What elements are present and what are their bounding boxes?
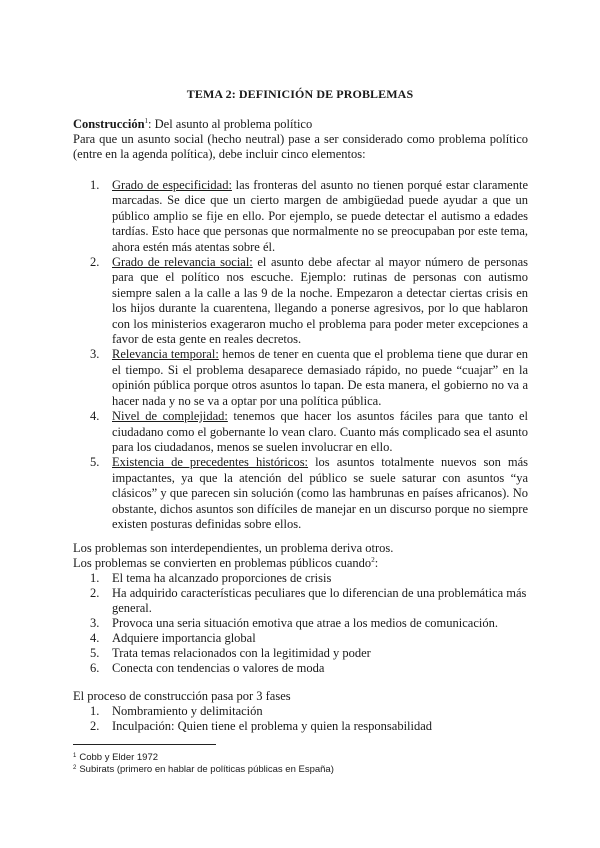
- list-item-text: Adquiere importancia global: [112, 631, 256, 645]
- list-item: [73, 631, 528, 646]
- list-item-text: Conecta con tendencias o valores de moda: [112, 661, 325, 675]
- element-text: el asunto debe afectar al mayor número de personas para que el político nos escuche. Ejemplo: rutinas de personas con autismo siempre salen a la calle a las 9 de la noche. Empezaron a detectar ciertas crisis en los hijos durante la cuarentena, llegando a ponerse agresivos, por lo que hablaron con los ministerios exageraron mucho el problema para poder meter excepciones a favor de esta gente en reales decretos.: [112, 255, 528, 347]
- five-elements-list: [90, 178, 528, 532]
- construction-process-lead: El proceso de construcción pasa por 3 fases: [73, 689, 291, 703]
- list-number: 2.: [90, 255, 100, 270]
- footnote-text: Subirats (primero en hablar de políticas públicas en España): [79, 764, 334, 775]
- list-number: 4.: [90, 409, 100, 424]
- public-problems-list: [73, 571, 528, 676]
- list-item-text: Provoca una seria situación emotiva que atrae a los medios de comunicación.: [112, 616, 498, 630]
- footnote-number: 1: [73, 753, 77, 759]
- list-number: 3.: [90, 347, 100, 362]
- footnotes: [73, 752, 528, 776]
- element-text: hemos de tener en cuenta que el problema tiene que durar en el tiempo. Si el problema desaparece demasiado rápido, no puede “cuajar” en la opinión pública porque otros asuntos lo tapan. De esta manera, el gobierno no va a hacer nada y no se va a optar por una política pública.: [112, 347, 528, 408]
- element-text: tenemos que hacer los asuntos fáciles para que tanto el ciudadano como el gobernante lo vean claro. Cuanto más complicado sea el asunto para los ciudadanos, menos se suelen involucrar en ello.: [112, 409, 529, 454]
- list-number: 5.: [90, 455, 100, 470]
- list-item: [73, 704, 528, 719]
- construccion-subtitle: : Del asunto al problema político: [148, 117, 313, 131]
- list-item-text: Ha adquirido características peculiares que lo diferencian de una problemática más general.: [112, 586, 527, 615]
- list-number: 4.: [90, 631, 100, 645]
- element-term: Grado de relevancia social:: [112, 255, 253, 270]
- public-problems-section: [73, 541, 528, 676]
- construccion-label: Construcción: [73, 117, 145, 131]
- element-text: los asuntos totalmente nuevos son más impactantes, ya que la atención del público se suele saturar con asuntos “ya clásicos” y que parecen sin solución (como las hambrunas en países africanos). No obstante, dichos asuntos son difíciles de manejar en un discurso porque no siempre existen posturas definidas sobre ellos.: [112, 455, 529, 531]
- list-item: [90, 255, 528, 347]
- list-item: [73, 661, 528, 676]
- list-item: [73, 646, 528, 661]
- list-item: [90, 409, 528, 455]
- list-item: [90, 178, 528, 255]
- footnote: [73, 752, 528, 764]
- page-title: TEMA 2: DEFINICIÓN DE PROBLEMAS: [186, 87, 414, 101]
- element-term: Nivel de complejidad:: [112, 409, 228, 424]
- list-item-text: El tema ha alcanzado proporciones de crisis: [112, 571, 332, 585]
- construction-process-section: [73, 689, 528, 734]
- list-item: [90, 347, 528, 409]
- construction-phases-list: [73, 704, 528, 734]
- element-text: las fronteras del asunto no tienen porqué estar claramente marcadas. Se dice que un cierto margen de ambigüedad puede ayudar a que un público amplio se fije en ello. Por ejemplo, se puede detectar el autismo a edades tardías. Esto hace que personas que normalmente no se preocupaban por este tema, ahora estén más atentas sobre él.: [112, 178, 528, 254]
- list-number: 3.: [90, 616, 100, 630]
- public-problems-lead-text: Los problemas se convierten en problemas públicos cuando: [73, 556, 372, 570]
- list-number: 2.: [90, 586, 100, 600]
- list-number: 5.: [90, 646, 100, 660]
- list-item: [73, 616, 528, 631]
- list-number: 1.: [90, 571, 100, 585]
- footnote: [73, 764, 528, 776]
- list-item: [73, 719, 528, 734]
- list-item-text: Nombramiento y delimitación: [112, 704, 263, 718]
- list-number: 1.: [90, 704, 100, 718]
- construccion-section: [73, 117, 528, 162]
- footnote-text: Cobb y Elder 1972: [79, 752, 159, 763]
- list-item: [90, 455, 528, 532]
- public-problems-lead: [73, 556, 528, 571]
- footnote-ref-2: 2: [371, 556, 375, 564]
- public-problems-lead-end: :: [374, 556, 379, 570]
- list-item: [73, 586, 528, 616]
- list-number: 1.: [90, 178, 100, 192]
- construccion-heading: [73, 117, 528, 132]
- element-term: Existencia de precedentes históricos:: [112, 455, 309, 470]
- element-term: Relevancia temporal:: [112, 347, 219, 362]
- construccion-intro: Para que un asunto social (hecho neutral) pase a ser considerado como problema político (entre en la agenda política), debe incluir cinco elementos:: [73, 132, 528, 161]
- footnote-divider: [73, 744, 216, 745]
- list-number: 6.: [90, 661, 100, 675]
- footnote-number: 2: [73, 765, 77, 771]
- element-term: Grado de especificidad:: [112, 178, 232, 192]
- list-item: [73, 571, 528, 586]
- list-item-text: Inculpación: Quien tiene el problema y quien la responsabilidad: [112, 719, 433, 733]
- list-item-text: Trata temas relacionados con la legitimidad y poder: [112, 646, 371, 660]
- footnote-ref-1: 1: [144, 117, 149, 125]
- interdependent-paragraph: Los problemas son interdependientes, un problema deriva otros.: [73, 541, 394, 555]
- list-number: 2.: [90, 719, 100, 733]
